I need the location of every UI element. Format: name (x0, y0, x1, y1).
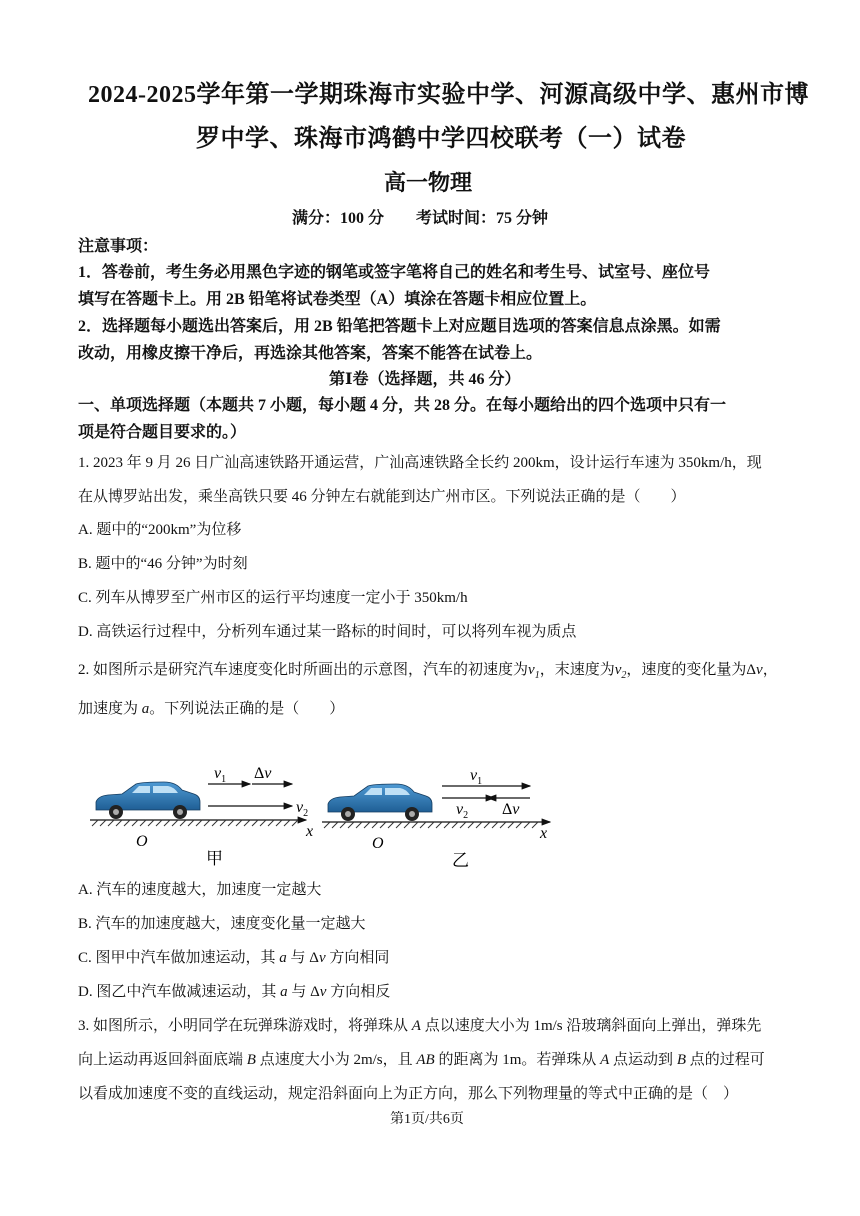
q2-stem-line1: 2. 如图所示是研究汽车速度变化时所画出的示意图，汽车的初速度为$v_1$，末速度为$v_2$，速度的变化量为Δv， (78, 662, 778, 681)
subject-title: 高一物理 (384, 170, 473, 195)
label-v1-jia: $v_1$ (214, 765, 227, 785)
q2-option-d: D. 图乙中汽车做减速运动，其 a 与 Δv 方向相反 (78, 984, 391, 1000)
section1-line2: 项是符合题目要求的。） (78, 424, 247, 441)
notice-item1-line2: 填写在答题卡上。用 2B 铅笔将试卷类型（A）填涂在答题卡相应位置上。 (78, 291, 597, 308)
notice-item1-line1: 1．答卷前，考生务必用黑色字迹的钢笔或签字笔将自己的姓名和考生号、试室号、座位号 (78, 264, 711, 281)
notice-item2-line1: 2．选择题每小题选出答案后，用 2B 铅笔把答题卡上对应题目选项的答案信息点涂黑。如需 (78, 318, 721, 335)
caption-jia: 甲 (206, 849, 223, 868)
label-dv-yi: Δv (502, 801, 520, 818)
diagram-yi (322, 767, 550, 870)
label-origin-jia: O (136, 833, 148, 850)
caption-yi: 乙 (452, 851, 469, 870)
notice-item2-line2: 改动，用橡皮擦干净后，再选涂其他答案，答案不能答在试卷上。 (78, 345, 543, 362)
q2-var-dv: Δv (746, 662, 763, 678)
label-x-yi: x (540, 825, 548, 842)
q1-option-d: D. 高铁运行过程中，分析列车通过某一路标的时间时，可以将列车视为质点 (78, 624, 577, 640)
q2-var-v1: $v_1$ (528, 662, 540, 681)
car-yi (328, 784, 432, 821)
label-v1-yi: $v_1$ (470, 767, 483, 787)
label-v2-yi: $v_2$ (456, 801, 469, 821)
q2-option-c: C. 图甲中汽车做加速运动，其 a 与 Δv 方向相同 (78, 950, 390, 966)
label-v2-jia: $v_2$ (296, 799, 309, 819)
q1-option-a: A. 题中的“200km”为位移 (78, 522, 242, 538)
q3-stem-line1: 3. 如图所示，小明同学在玩弹珠游戏时，将弹珠从 A 点以速度大小为 1m/s 沿玻璃斜面向上弹出，弹珠先 (78, 1018, 762, 1034)
score-time-info: 满分：100 分 考试时间：75 分钟 (292, 210, 549, 227)
label-x-jia: x (306, 823, 314, 840)
diagram-jia (90, 765, 313, 868)
q2-stem-line2: 加速度为 a。下列说法正确的是（ ） (78, 701, 345, 717)
q2-option-a: A. 汽车的速度越大，加速度一定越大 (78, 882, 322, 898)
q2-option-b: B. 汽车的加速度越大，速度变化量一定越大 (78, 916, 366, 932)
label-origin-yi: O (372, 835, 384, 852)
exam-title-line1: 2024-2025学年第一学期珠海市实验中学、河源高级中学、惠州市博 (88, 82, 809, 108)
q1-option-b: B. 题中的“46 分钟”为时刻 (78, 556, 248, 572)
ground-yi (322, 822, 550, 828)
q1-option-c: C. 列车从博罗至广州市区的运行平均速度一定小于 350km/h (78, 590, 468, 606)
exam-title-line2: 罗中学、珠海市鸿鹤中学四校联考（一）试卷 (196, 126, 686, 152)
q2-figure (84, 760, 564, 870)
ground-jia (90, 820, 306, 826)
q1-stem-line1: 1. 2023 年 9 月 26 日广汕高速铁路开通运营，广汕高速铁路全长约 200km，设计运行车速为 350km/h，现 (78, 455, 762, 471)
q2-var-v2: $v_2$ (614, 662, 627, 681)
q1-stem-line2: 在从博罗站出发，乘坐高铁只要 46 分钟左右就能到达广州市区。下列说法正确的是（ ） (78, 489, 686, 505)
notice-heading: 注意事项： (78, 238, 159, 255)
section1-line1: 一、单项选择题（本题共 7 小题，每小题 4 分，共 28 分。在每小题给出的四个选项中只有一 (78, 397, 727, 414)
q3-stem-line3: 以看成加速度不变的直线运动，规定沿斜面向上为正方向，那么下列物理量的等式中正确的是（ ） (78, 1086, 739, 1102)
part1-heading: 第Ⅰ卷（选择题，共 46 分） (329, 371, 521, 388)
page-number: 第1页/共6页 (390, 1112, 464, 1127)
label-dv-jia: Δv (254, 765, 272, 782)
q3-stem-line2: 向上运动再返回斜面底端 B 点速度大小为 2m/s，且 AB 的距离为 1m。若弹珠从 A 点运动到 B 点的过程可 (78, 1052, 765, 1068)
car-jia (96, 782, 200, 819)
